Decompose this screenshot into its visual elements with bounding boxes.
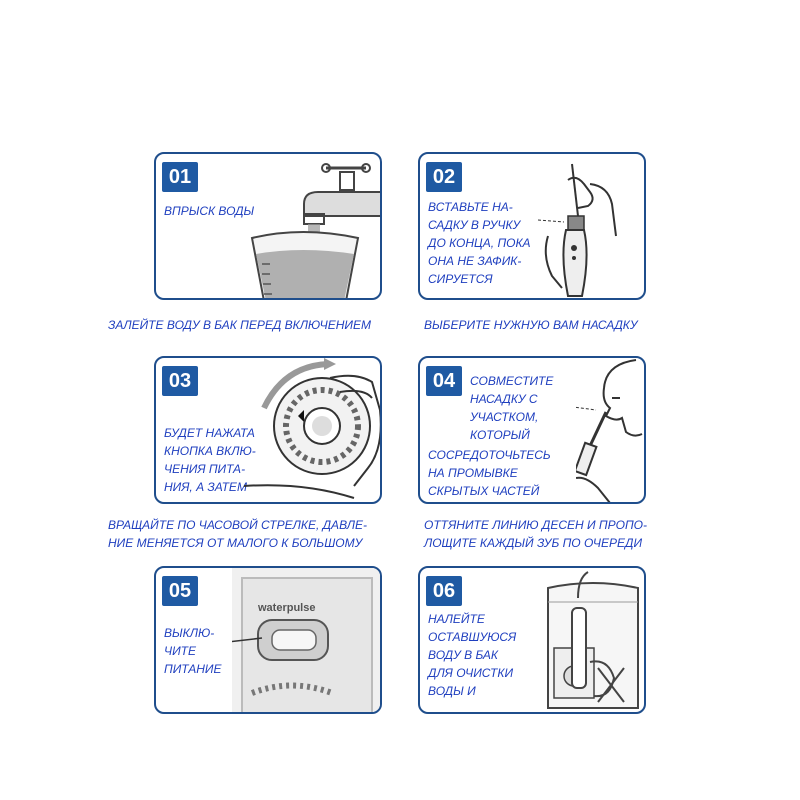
step-text-06: НАЛЕЙТЕ ОСТАВШУЮСЯ ВОДУ В БАК ДЛЯ ОЧИСТКИ ВОДЫ И — [428, 612, 517, 698]
step-number-01: 01 — [162, 162, 198, 192]
step-card-06 — [418, 566, 646, 714]
step-number-02: 02 — [426, 162, 462, 192]
step-caption-03: ВРАЩАЙТЕ ПО ЧАСОВОЙ СТРЕЛКЕ, ДАВЛЕ- НИЕ МЕНЯЕТСЯ ОТ МАЛОГО К БОЛЬШОМУ — [108, 518, 368, 550]
nozzle-handle-illustration — [538, 156, 638, 300]
step-text-01: ВПРЫСК ВОДЫ — [164, 204, 255, 218]
step-text-04b: СОСРЕДОТОЧЬТЕСЬ НА ПРОМЫВКЕ СКРЫТЫХ ЧАСТЕЙ — [428, 448, 551, 498]
step-card-03 — [154, 356, 382, 504]
step-card-04 — [418, 356, 646, 504]
waterpulse-logo: waterpulse — [258, 602, 316, 614]
step-number-03: 03 — [162, 366, 198, 396]
step-text-02: ВСТАВЬТЕ НА- САДКУ В РУЧКУ ДО КОНЦА, ПОКА ОНА НЕ ЗАФИК- СИРУЕТСЯ — [428, 200, 531, 286]
dial-rotation-illustration — [244, 358, 382, 503]
step-card-02 — [418, 152, 646, 300]
step-card-05 — [154, 566, 382, 714]
step-number-06: 06 — [426, 576, 462, 606]
step-text-05: ВЫКЛЮ- ЧИТЕ ПИТАНИЕ — [164, 626, 222, 676]
step-text-04a: СОВМЕСТИТЕ НАСАДКУ С УЧАСТКОМ, КОТОРЫЙ — [470, 374, 554, 442]
mouth-rinse-illustration — [576, 358, 646, 503]
step-card-01 — [154, 152, 382, 300]
step-number-05: 05 — [162, 576, 198, 606]
faucet-cup-illustration — [234, 156, 382, 300]
step-number-04: 04 — [426, 366, 462, 396]
step-caption-01: ЗАЛЕЙТЕ ВОДУ В БАК ПЕРЕД ВКЛЮЧЕНИЕМ — [108, 318, 371, 332]
water-tank-illustration — [538, 568, 646, 713]
step-caption-04: ОТТЯНИТЕ ЛИНИЮ ДЕСЕН И ПРОПО- ЛОЩИТЕ КАЖДЫЙ ЗУБ ПО ОЧЕРЕДИ — [424, 518, 647, 550]
step-text-03: БУДЕТ НАЖАТА КНОПКА ВКЛЮ- ЧЕНИЯ ПИТА- НИЯ, А ЗАТЕМ — [164, 426, 256, 494]
device-power-illustration — [232, 568, 382, 713]
step-caption-02: ВЫБЕРИТЕ НУЖНУЮ ВАМ НАСАДКУ — [424, 318, 638, 332]
